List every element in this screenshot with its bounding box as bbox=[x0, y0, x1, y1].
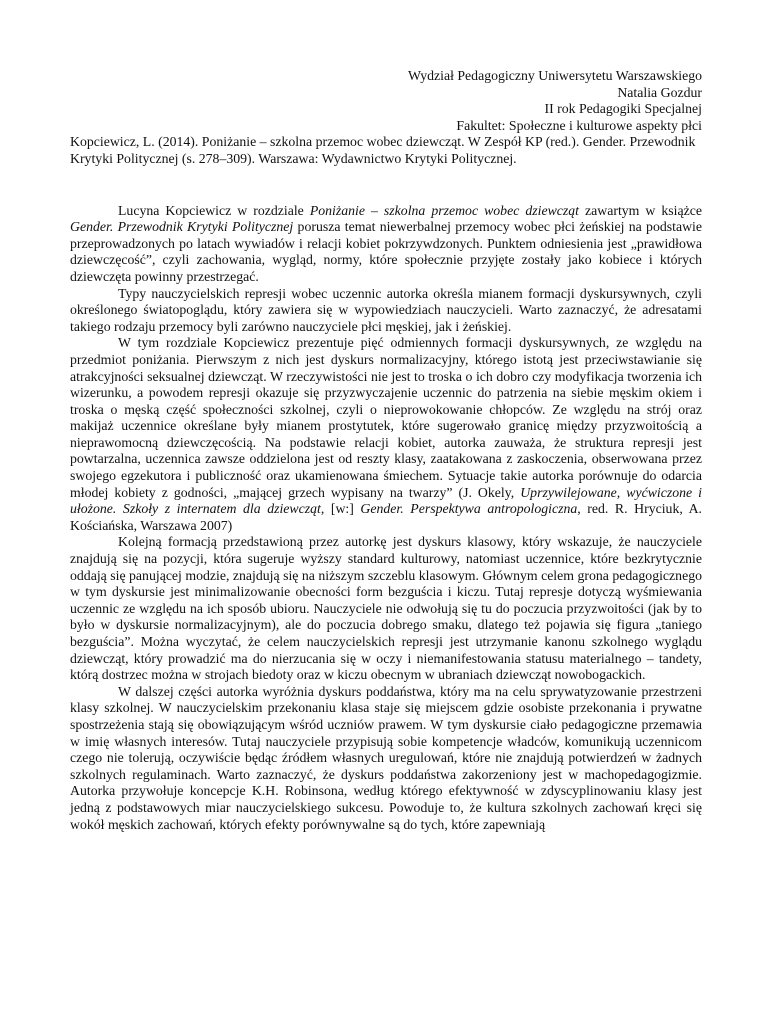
paragraph-4: Kolejną formacją przedstawioną przez autorkę jest dyskurs klasowy, który wskazuje, że nauczyciele znajdują się na pozycji, która sugeruje wyższy standard kulturowy, natomiast uczennice, które bezkrytycznie oddają się panującej modzie, znajdują się na niższym szczeblu klasowym. Głównym celem grona pedagogicznego w tym dyskursie jest minimalizowanie obecności form bezguścia i kiczu. Tutaj represje dotyczą wyśmiewania uczennic ze względu na ich sposób ubioru. Nauczyciele nie odwołują się tu do poczucia przyzwoitości (jak by to było w dyskursie normalizacyjnym), ale do poczucia dobrego smaku, dlatego też pojawia się figura „taniego bezguścia”. Można wyczytać, że celem nauczycielskich represji jest utrzymanie kanonu szkolnego wyglądu dziewcząt, który prowadzić ma do nierzucania się w oczy i niemanifestowania statusu materialnego – tandety, którą dostrzec można w strojach biedoty oraz w kiczu obecnym w ubraniach dziewcząt nowobogackich. bbox=[70, 534, 702, 683]
cited-work-title: Uprzywilejowane, wyćwiczone i ułożone. Szkoły z internatem dla dziewcząt bbox=[70, 484, 702, 517]
paragraph-3-part-e: , red. R. Hryciuk, A. Kościańska, Warszawa 2007) bbox=[70, 501, 703, 533]
course-line: Fakultet: Społeczne i kulturowe aspekty płci bbox=[456, 117, 702, 133]
cited-collection-title: Gender. Perspektywa antropologiczna bbox=[360, 501, 578, 517]
paragraph-3-part-c: , [w:] bbox=[320, 501, 361, 517]
document-body bbox=[70, 203, 702, 834]
paragraph-1 bbox=[70, 203, 702, 286]
paragraph-1-part-a: Lucyna Kopciewicz w rozdziale bbox=[118, 202, 310, 218]
paragraph-5: W dalszej części autorka wyróżnia dyskurs poddaństwa, który ma na celu sprywatyzowanie przestrzeni klasy szkolnej. W nauczycielskim przekonaniu klasa staje się miejscem gdzie osobiste przekonania i prywatne spostrzeżenia stają się obowiązującym wśród uczniów prawem. W tym dyskursie ciało pedagogiczne przemawia w imię własnych interesów. Tutaj nauczyciele przypisują sobie kompetencje władców, komunikują uczennicom czego nie tolerują, oczywiście będąc źródłem własnych uregulowań, które nie znajdują potwierdzeń w żadnych szkolnych regulaminach. Warto zaznaczyć, że dyskurs poddaństwa zakorzeniony jest w machopedagogizmie. Autorka przywołuje koncepcje K.H. Robinsona, według którego efektywność w zdyscyplinowaniu klasy jest jedną z podstawowych miar nauczycielskiego sukcesu. Powoduje to, że kultura szkolnych zachowań kręci się wokół męskich zachowań, których efekty porównywalne są do tych, które zapewniają bbox=[70, 683, 702, 832]
paragraph-3 bbox=[70, 335, 702, 534]
faculty-line: Wydział Pedagogiczny Uniwersytetu Warszawskiego bbox=[408, 68, 702, 83]
paragraph-2: Typy nauczycielskich represji wobec uczennic autorka określa mianem formacji dyskursywnych, czyli określonego światopoglądu, który zawiera się w wypowiedziach nauczycieli. Warto zaznaczyć, że adresatami takiego rodzaju przemocy byli zarówno nauczyciele płci męskiej, jak i żeńskiej. bbox=[70, 285, 702, 334]
paragraph-1-part-c: zawartym w książce bbox=[579, 202, 702, 218]
year-line: II rok Pedagogiki Specjalnej bbox=[544, 101, 702, 117]
bibliographic-citation: Kopciewicz, L. (2014). Poniżanie – szkolna przemoc wobec dziewcząt. W Zespół KP (red.). Gender. Przewodnik Krytyki Politycznej (s. 278–309). Warszawa: Wydawnictwo Krytyki Politycznej. bbox=[70, 134, 696, 166]
paragraph-3-part-a: W tym rozdziale Kopciewicz prezentuje pięć odmiennych formacji dyskursywnych, ze względu na przedmiot poniżania. Pierwszym z nich jest dyskurs normalizacyjny, którego istotą jest przeciwstawianie się atrakcyjności seksualnej dziewcząt. W rzeczywistości nie jest to troska o ich dobro czy modyfikacja tworzenia ich wizerunku, a powodem represji okazuje się przyzwyczajenie uczennic do patrzenia na siebie męskim okiem i troska o męską część społeczności szkolnej, czyli o nieprowokowanie chłopców. Ze względu na strój oraz makijaż uczennice określane były mianem prostytutek, które sugerowało granicę między przyzwoitością a nieprawomocną dziewczęcością. Na podstawie relacji kobiet, autorka zauważa, że struktura represji jest powtarzalna, uczennica zawsze oddzielona jest od reszty klasy, zaatakowana z zaskoczenia, obserwowana przez swojego egzekutora i publiczność oraz ukamienowana śmiechem. Sytuacje takie autorka porównuje do odarcia młodej kobiety z godności, „mającej grzech wypisany na twarzy” (J. Okely, bbox=[70, 335, 702, 500]
paragraph-1-part-e: porusza temat niewerbalnej przemocy wobec płci żeńskiej na podstawie przeprowadzonych po latach wywiadów i relacji kobiet pokrzywdzonych. Punktem odniesienia jest „prawidłowa dziewczęcość”, czyli zachowania, wygląd, normy, które społecznie przyjęte zostały jako kobiece i których dziewczęta powinny przestrzegać. bbox=[70, 219, 702, 284]
document-header bbox=[70, 68, 702, 134]
author-line: Natalia Gozdur bbox=[617, 84, 702, 100]
book-title: Gender. Przewodnik Krytyki Politycznej bbox=[70, 219, 294, 235]
chapter-title: Poniżanie – szkolna przemoc wobec dziewcząt bbox=[309, 202, 579, 218]
